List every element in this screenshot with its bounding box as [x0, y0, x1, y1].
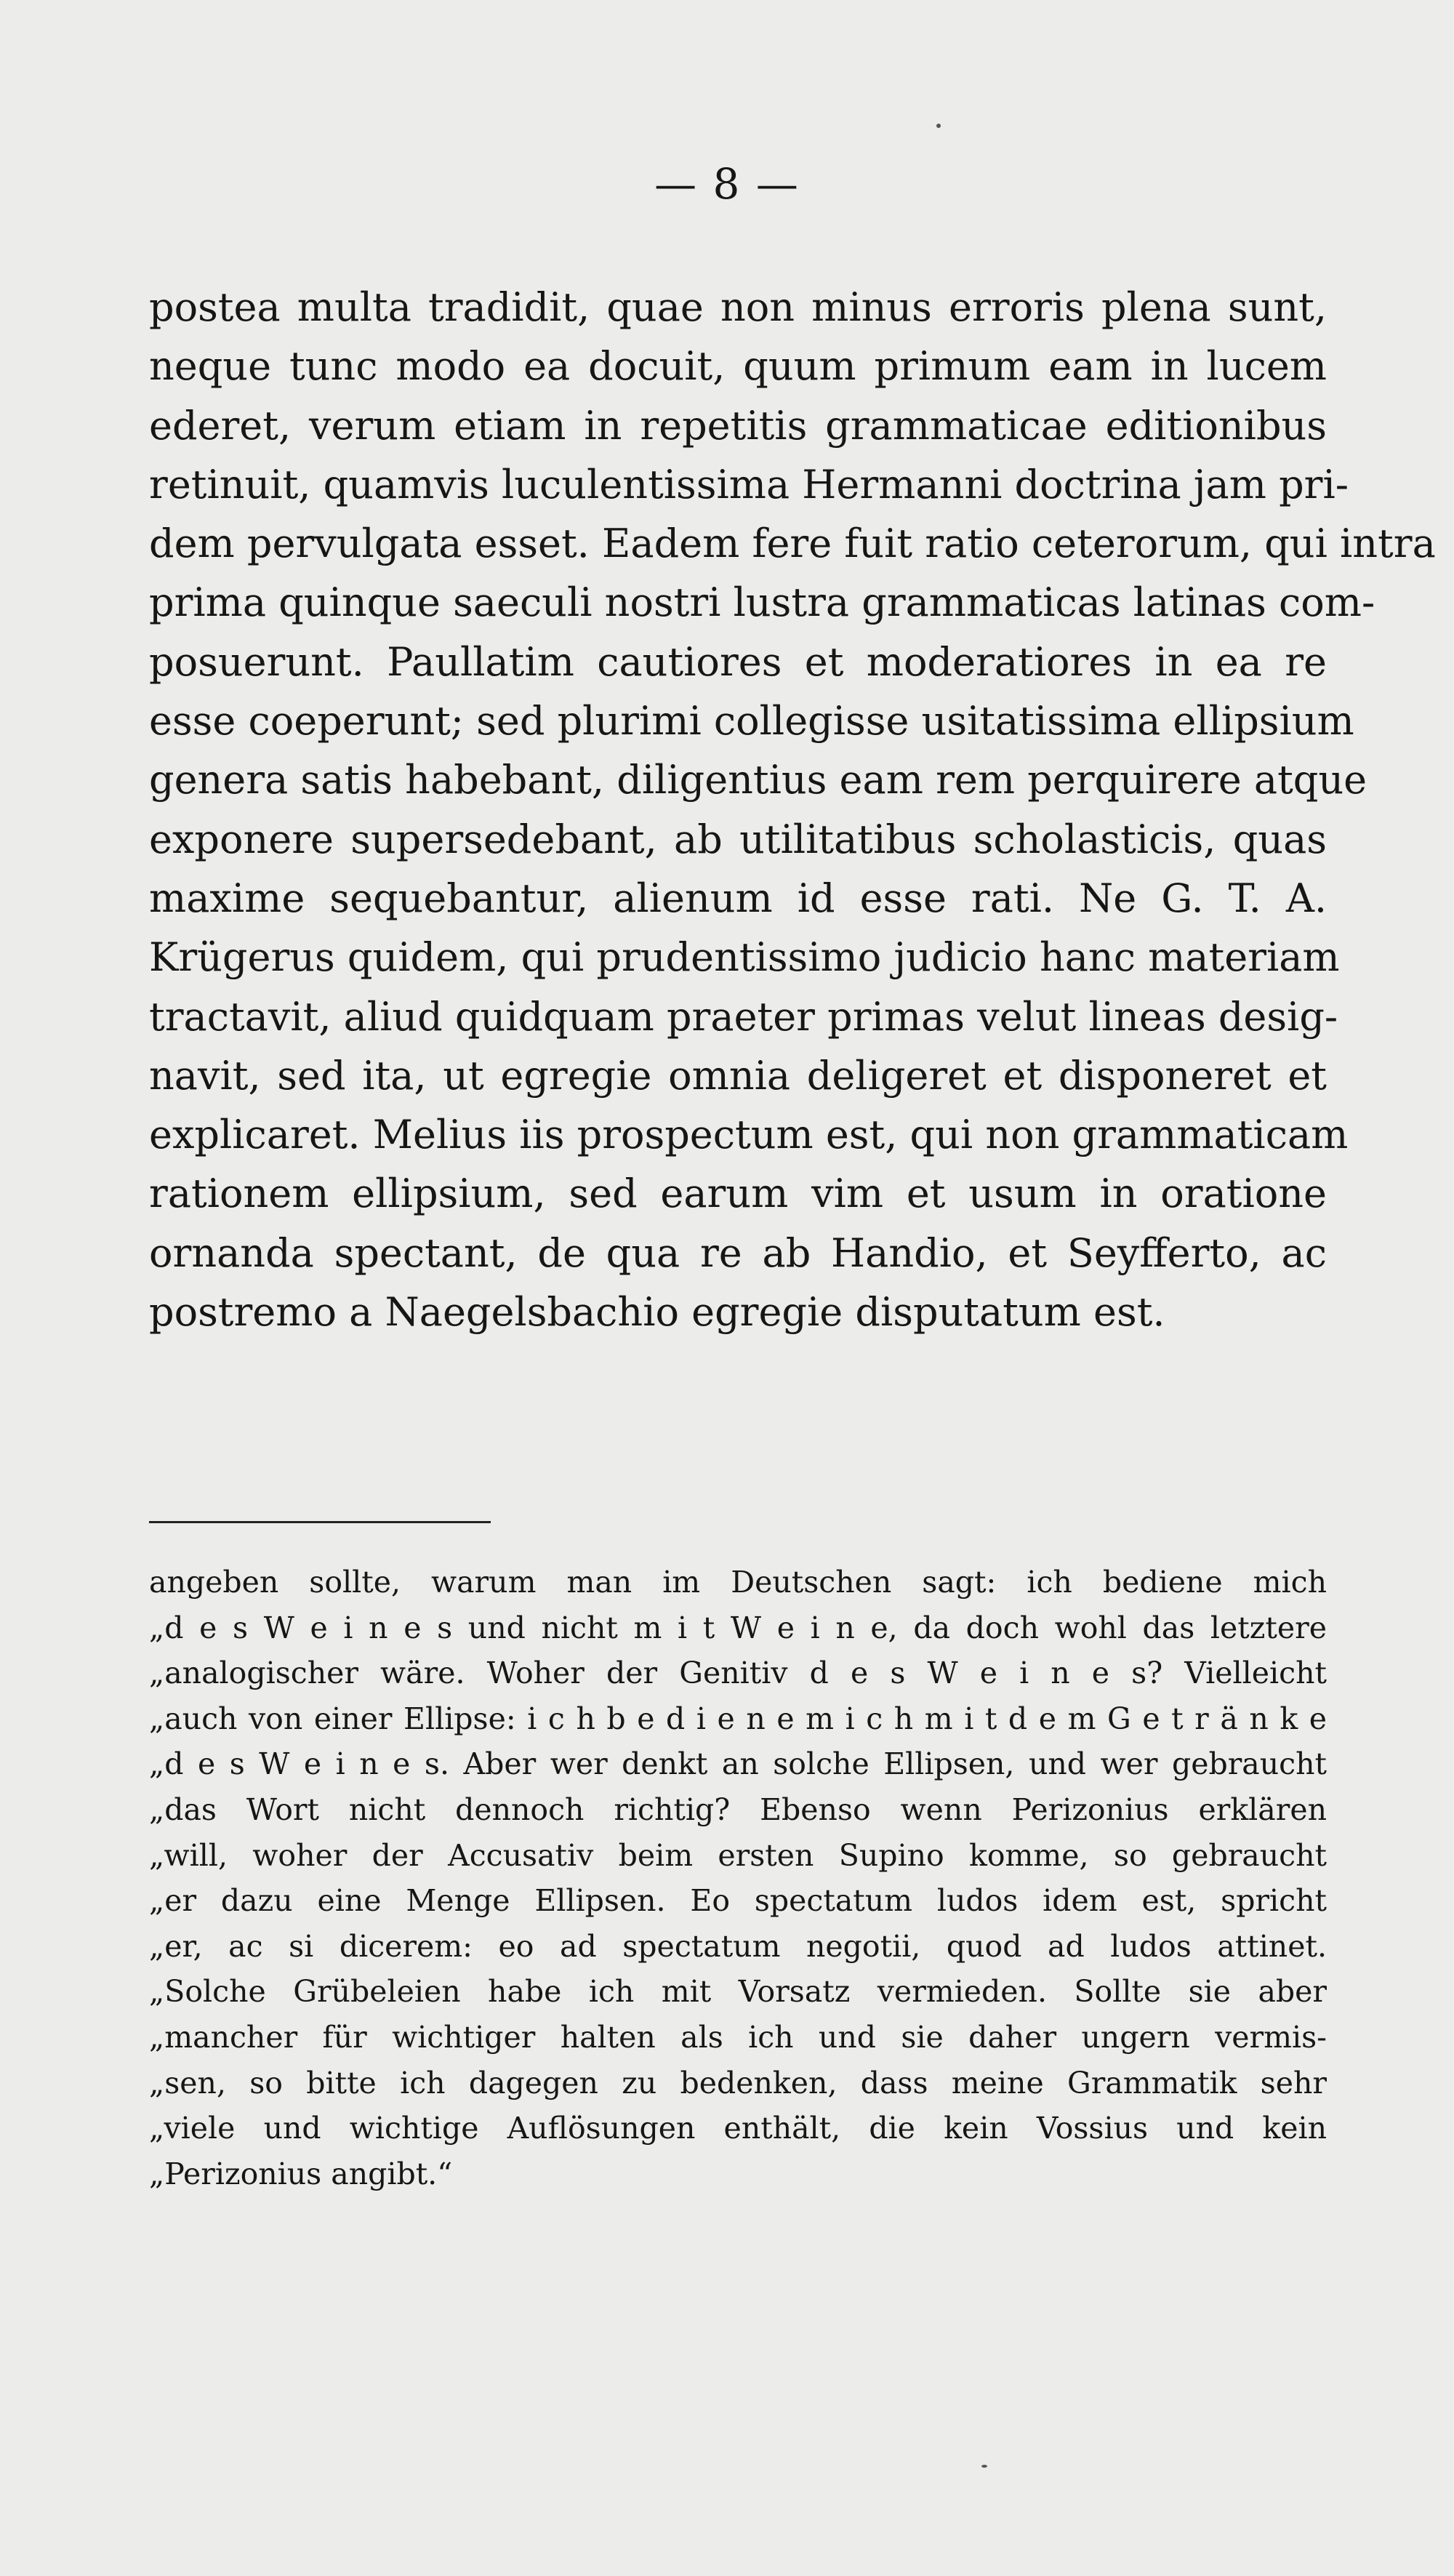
- footnote-text: i c h b e d i e n e m i c h m i t d e m G e t r ä n k e: [527, 1701, 1327, 1736]
- text-line: explicaret. Melius iis prospectum est, qui non grammaticam: [149, 1112, 1349, 1158]
- footnote-line: „Perizonius angibt.“: [149, 2156, 453, 2191]
- print-speck: [981, 2465, 987, 2468]
- text-line: ornanda spectant, de qua re ab Handio, et Seyfferto, ac: [149, 1229, 1327, 1276]
- footnote-text: d e s W e i n e s: [164, 1746, 440, 1782]
- text-line: postremo a Naegelsbachio egregie disputatum est.: [149, 1289, 1165, 1336]
- text-line: posuerunt. Paullatim cautiores et moderatiores in ea re: [149, 638, 1327, 685]
- footnote-text: „d e s W e i n e s: [149, 1610, 453, 1645]
- text-line: maxime sequebantur, alienum id esse rati. Ne G. T. A.: [149, 875, 1327, 921]
- footnote-line: [149, 1605, 1327, 1651]
- footnote: [149, 1560, 1327, 2196]
- text-line: neque tunc modo ea docuit, quum primum eam in lucem: [149, 343, 1327, 390]
- text-line: tractavit, aliud quidquam praeter primas velut lineas desig-: [149, 993, 1338, 1040]
- footnote-text: „analogischer wäre. Woher der Genitiv: [149, 1656, 810, 1691]
- main-text: [149, 278, 1436, 1341]
- footnote-text: . Aber wer denkt an solche Ellipsen, und wer gebraucht: [439, 1746, 1328, 1782]
- footnote-line: [149, 1696, 1327, 1742]
- footnote-text: und nicht: [452, 1610, 634, 1645]
- page-number: — 8 —: [654, 159, 800, 209]
- footnote-line: „er dazu eine Menge Ellipsen. Eo spectatum ludos idem est, spricht: [149, 1883, 1327, 1919]
- footnote-line: „sen, so bitte ich dagegen zu bedenken, dass meine Grammatik sehr: [149, 2065, 1327, 2100]
- text-line: ederet, verum etiam in repetitis grammaticae editionibus: [149, 402, 1327, 449]
- footnote-line: [149, 1650, 1327, 1696]
- footnote-divider: [149, 1521, 491, 1523]
- text-line: dem pervulgata esset. Eadem fere fuit ratio ceterorum, qui intra: [149, 521, 1436, 567]
- footnote-line: angeben sollte, warum man im Deutschen sagt: ich bediene mich: [149, 1565, 1327, 1600]
- footnote-text: d e s W e i n e s: [809, 1656, 1147, 1691]
- footnote-text: ? Vielleicht: [1146, 1656, 1327, 1691]
- text-line: navit, sed ita, ut egregie omnia deligeret et disponeret et: [149, 1052, 1327, 1099]
- text-line: prima quinque saeculi nostri lustra grammaticas latinas com-: [149, 579, 1375, 626]
- text-line: Krügerus quidem, qui prudentissimo judicio hanc materiam: [149, 934, 1340, 981]
- footnote-line: „Solche Grübeleien habe ich mit Vorsatz vermieden. Sollte sie aber: [149, 1974, 1327, 2010]
- text-line: retinuit, quamvis luculentissima Hermanni doctrina jam pri-: [149, 461, 1349, 507]
- footnote-text: „auch von einer Ellipse:: [149, 1701, 528, 1736]
- print-speck: [936, 124, 941, 128]
- text-line: esse coeperunt; sed plurimi collegisse usitatissima ellipsium: [149, 698, 1354, 745]
- footnote-line: „er, ac si dicerem: eo ad spectatum negotii, quod ad ludos attinet.: [149, 1928, 1327, 1964]
- text-line: exponere supersedebant, ab utilitatibus scholasticis, quas: [149, 816, 1327, 862]
- footnote-line: „das Wort nicht dennoch richtig? Ebenso wenn Perizonius erklären: [149, 1791, 1327, 1827]
- footnote-line: [149, 1741, 1327, 1787]
- footnote-text: „: [149, 1746, 165, 1782]
- footnote-line: „mancher für wichtiger halten als ich und sie daher ungern vermis-: [149, 2019, 1327, 2055]
- text-line: postea multa tradidit, quae non minus erroris plena sunt,: [149, 284, 1327, 330]
- footnote-text: m i t W e i n e: [633, 1610, 888, 1645]
- footnote-text: , da doch wohl das letztere: [888, 1610, 1327, 1645]
- text-line: rationem ellipsium, sed earum vim et usum in oratione: [149, 1171, 1327, 1217]
- footnote-line: „viele und wichtige Auflösungen enthält, die kein Vossius und kein: [149, 2111, 1327, 2146]
- footnote-line: „will, woher der Accusativ beim ersten Supino komme, so gebraucht: [149, 1837, 1327, 1873]
- text-line: genera satis habebant, diligentius eam rem perquirere atque: [149, 757, 1367, 803]
